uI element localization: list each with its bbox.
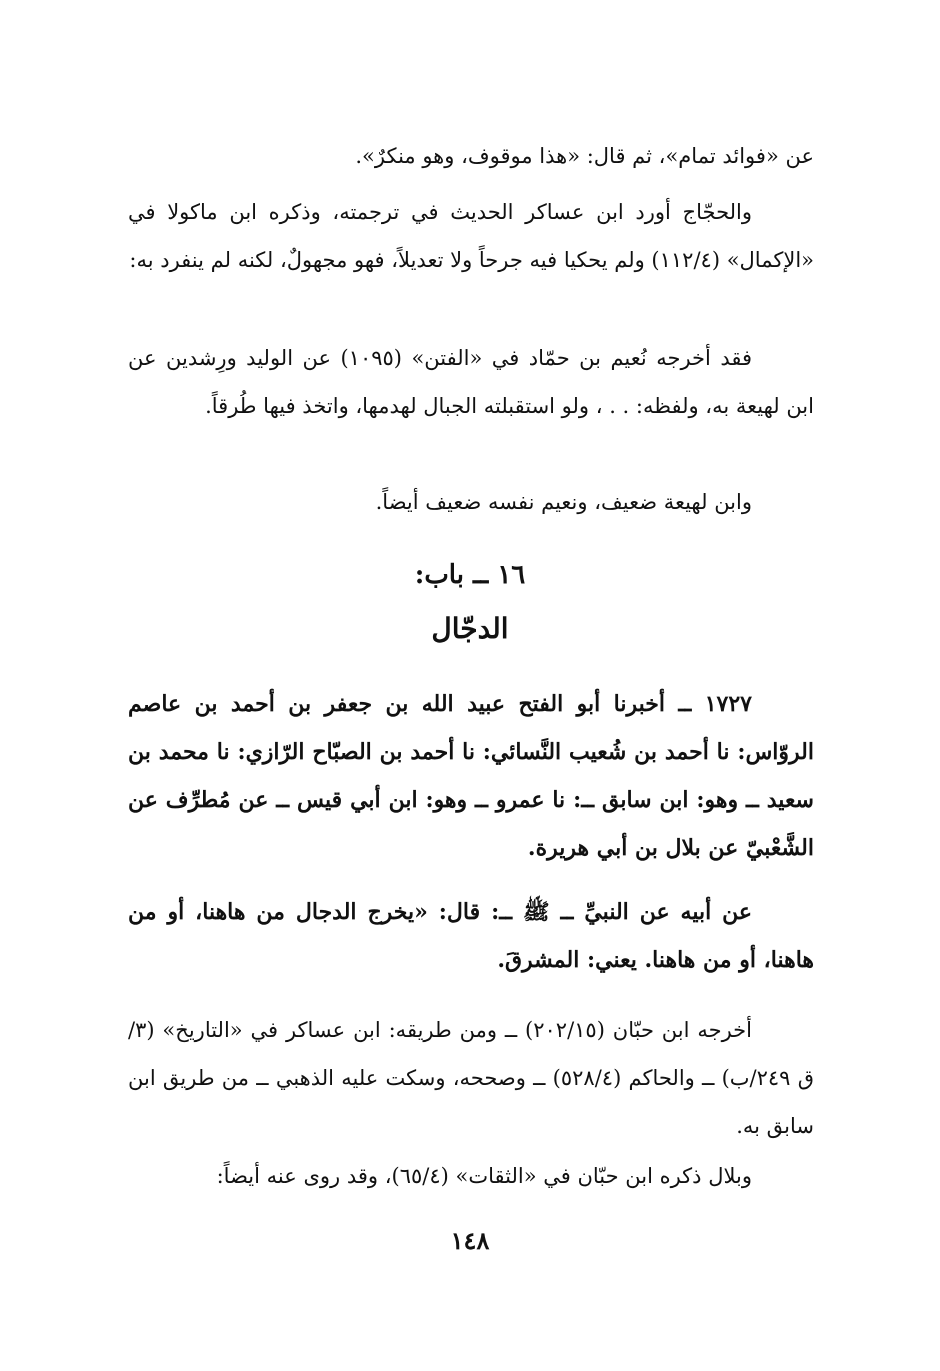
paragraph-ibn-lahiah: وابن لهيعة ضعيف، ونعيم نفسه ضعيف أيضاً. (375, 490, 752, 514)
paragraph-takhrij: أخرجه ابن حبّان (٢٠٢/١٥) ــ ومن طريقه: ابن عساكر في «التاريخ» (٣/ق ٢٤٩/ب) ــ والحاكم (٥٢٨/٤) ــ وصححه، وسكت عليه الذهبي ــ من طريق ابن سابق به. (128, 1018, 815, 1138)
hadith-1727-matn: عن أبيه عن النبيِّ ــ ﷺ ــ: قال: «يخرج الدجال من هاهنا، أو من هاهنا، أو من هاهنا. يعني: المشرقَ. (128, 899, 814, 973)
hadith-1727-isnad: ١٧٢٧ ــ أخبرنا أبو الفتح عبيد الله بن جعفر بن أحمد بن عاصم الروّاس: نا أحمد بن شُعيب النَّسائي: نا أحمد بن الصبّاح الرّازي: نا محمد بن سعيد ــ وهو: ابن سابق ــ: نا عمرو ــ وهو: ابن أبي قيس ــ عن مُطرِّف عن الشَّعْبيّ عن بلال بن أبي هريرة. (128, 691, 814, 861)
chapter-title: الدجّال (431, 612, 509, 645)
paragraph-continuation: عن «فوائد تمام»، ثم قال: «هذا موقوف، وهو منكرٌ». (355, 144, 814, 168)
page-number: ١٤٨ (450, 1226, 490, 1255)
chapter-number: ١٦ ــ باب: (414, 560, 526, 590)
paragraph-bilal: وبلال ذكره ابن حبّان في «الثقات» (٦٥/٤)، وقد روى عنه أيضاً: (216, 1164, 752, 1188)
paragraph-nuaym: فقد أخرجه نُعيم بن حمّاد في «الفتن» (١٠٩٥) عن الوليد ورِشدين عن ابن لهيعة به، ولفظه: . . ، ولو استقبلته الجبال لهدمها، واتخذ فيها طُرقاً. (128, 346, 814, 418)
paragraph-hajjaj: والحجّاج أورد ابن عساكر الحديث في ترجمته، وذكره ابن ماكولا في «الإكمال» (١١٢/٤) ولم يحكيا فيه جرحاً ولا تعديلاً، فهو مجهولٌ، لكنه لم ينفرد به: (128, 200, 814, 272)
